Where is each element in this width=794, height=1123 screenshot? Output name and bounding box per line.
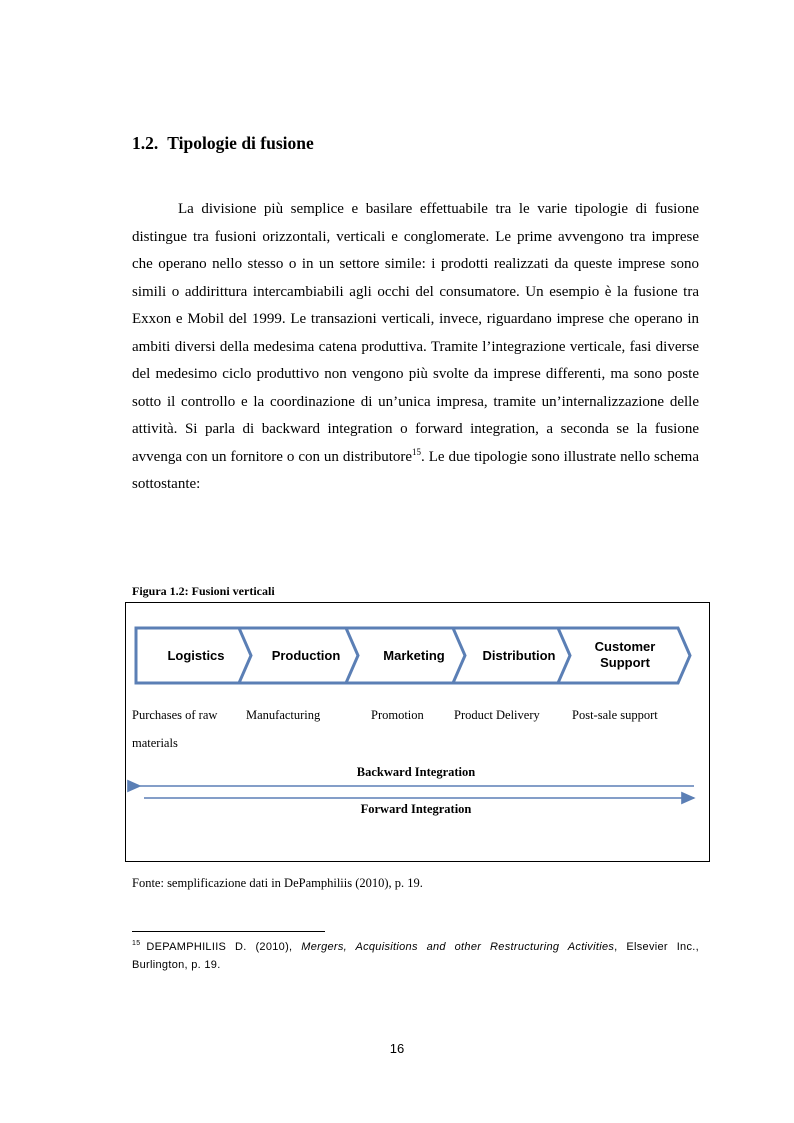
step-label-customer-support: Customer Support: [594, 639, 656, 670]
step-desc-production: Manufacturing: [246, 708, 321, 722]
step-desc-logistics: Purchases of raw materials: [132, 708, 218, 750]
footnote-author: DEPAMPHILIIS D. (2010),: [146, 941, 293, 953]
figure-source: Fonte: semplificazione dati in DePamphiliis (2010), p. 19.: [132, 876, 423, 890]
backward-integration-label: Backward Integration: [356, 765, 476, 779]
step-desc-marketing: Promotion: [371, 708, 424, 722]
figure-vertical-mergers: [125, 602, 710, 862]
paragraph-text-2: . Le due tipologie sono illustrate nello schema sottostante:: [132, 448, 699, 492]
footnote-book-title: Mergers, Acquisitions and other Restructuring Activities: [301, 941, 615, 953]
body-paragraph: [132, 196, 699, 499]
forward-integration-label: Forward Integration: [360, 802, 472, 816]
step-label-production: Production: [271, 648, 341, 663]
footnote-number: 15: [132, 940, 141, 947]
figure-caption: Figura 1.2: Fusioni verticali: [132, 584, 275, 598]
section-number: 1.2.: [132, 133, 159, 153]
section-heading: [132, 133, 314, 154]
page-number: 16: [389, 1041, 405, 1056]
footnote-reference[interactable]: 15: [412, 446, 422, 457]
step-desc-distribution: Product Delivery: [454, 708, 540, 722]
footnote-rest: , Elsevier Inc., Burlington, p. 19.: [132, 941, 699, 971]
step-label-distribution: Distribution: [482, 648, 556, 663]
section-title: Tipologie di fusione: [167, 133, 314, 153]
step-label-marketing: Marketing: [383, 648, 445, 663]
footnote: [132, 938, 699, 974]
step-desc-customer-support: Post-sale support: [572, 708, 658, 722]
paragraph-text-1: La divisione più semplice e basilare effettuabile tra le varie tipologie di fusione distingue tra fusioni orizzontali, verticali e conglomerate. Le prime avvengono tra imprese che operano nello stesso o in un settore simile: i prodotti realizzati da queste imprese sono simili o addirittura intercambiabili agli occhi del consumatore. Un esempio è la fusione tra Exxon e Mobil del 1999. Le transazioni verticali, invece, riguardano imprese che operano in ambiti diversi della medesima catena produttiva. Tramite l’integrazione verticale, fasi diverse del medesimo ciclo produttivo non vengono più svolte da imprese differenti, ma sono poste sotto il controllo e la coordinazione di un’unica impresa, tramite un’internalizzazione delle attività. Si parla di backward integration o forward integration, a seconda se la fusione avvenga con un fornitore o con un distributore: [132, 201, 699, 465]
footnote-separator: [132, 931, 325, 932]
step-label-logistics: Logistics: [167, 648, 225, 663]
